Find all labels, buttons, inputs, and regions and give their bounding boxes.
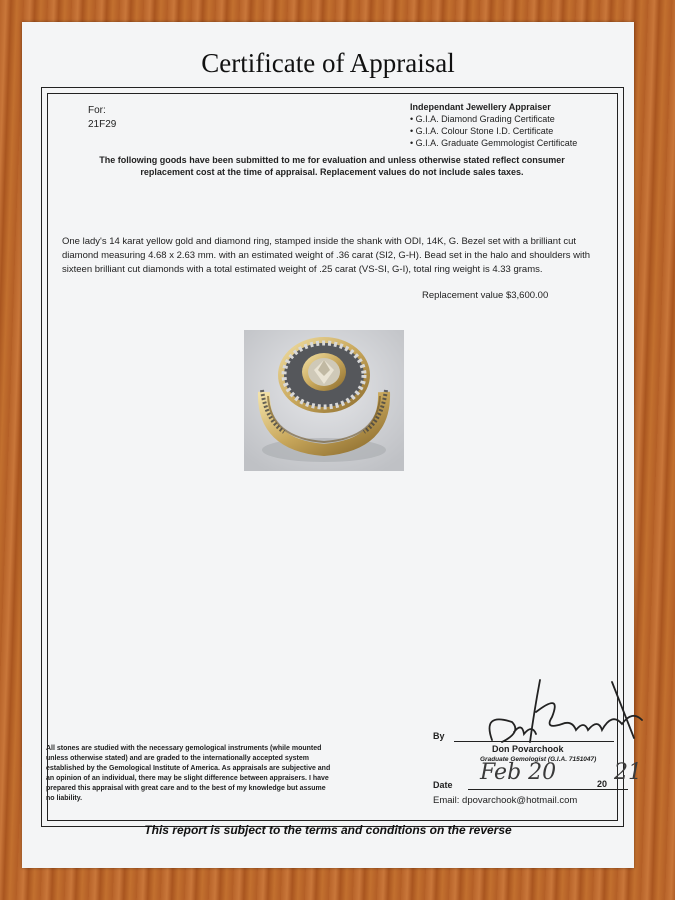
terms-notice: This report is subject to the terms and conditions on the reverse xyxy=(144,823,512,837)
handwritten-date: Feb 20 xyxy=(480,760,557,785)
handwritten-year: 21 xyxy=(614,760,642,785)
certificate-page xyxy=(22,22,642,868)
handwritten-signature xyxy=(452,672,652,752)
appraiser-name: Don Povarchook xyxy=(492,744,564,754)
ring-photo xyxy=(244,330,404,471)
for-block xyxy=(88,104,116,132)
certificate-title: Certificate of Appraisal xyxy=(201,48,455,78)
date-label: Date xyxy=(433,780,453,790)
signature-line xyxy=(454,741,614,742)
date-year-prefix: 20 xyxy=(597,779,608,789)
item-description: One lady's 14 karat yellow gold and diamond ring, stamped inside the shank with ODI, 14K, G. Bezel set with a brilliant cut diamond measuring 4.68 x 2.63 mm. with an estimated weight of .36 carat (SI2, G-H). Bead set in the halo and shoulders with sixteen brilliant cut diamonds with a total estimated weight of .25 carat (VS-SI, G-I), total ring weight is 4.33 grams. xyxy=(62,236,591,275)
date-line xyxy=(468,789,628,790)
credential-item: • G.I.A. Colour Stone I.D. Certificate xyxy=(410,126,554,136)
credential-item: • G.I.A. Graduate Gemmologist Certificate xyxy=(410,138,578,148)
for-label: For: xyxy=(88,105,106,116)
appraiser-heading: Independant Jewellery Appraiser xyxy=(410,102,551,112)
credential-item: • G.I.A. Diamond Grading Certificate xyxy=(410,114,555,124)
intro-statement: The following goods have been submitted to me for evaluation and unless otherwise stated reflect consumer replacement cost at the time of appraisal. Replacement values do not include sales taxes. xyxy=(99,155,565,177)
appraiser-email: Email: dpovarchook@hotmail.com xyxy=(433,795,578,806)
by-label: By xyxy=(433,731,445,741)
for-value: 21F29 xyxy=(88,119,117,130)
replacement-value: Replacement value $3,600.00 xyxy=(422,290,549,301)
grading-disclaimer: All stones are studied with the necessary gemological instruments (while mounted unless otherwise stated) and are graded to the internationally accepted system established by the Gemological Institute of America. As appraisals are subjective and an opinion of an individual, there may be slight difference between appraisers. I have prepared this appraisal with great care and to the best of my knowledge but assume no liability. xyxy=(46,745,331,802)
appraiser-credential: Graduate Gemologist (G.I.A. 7151047) xyxy=(480,756,597,763)
appraiser-credentials xyxy=(410,101,577,149)
ring-illustration xyxy=(244,330,404,471)
